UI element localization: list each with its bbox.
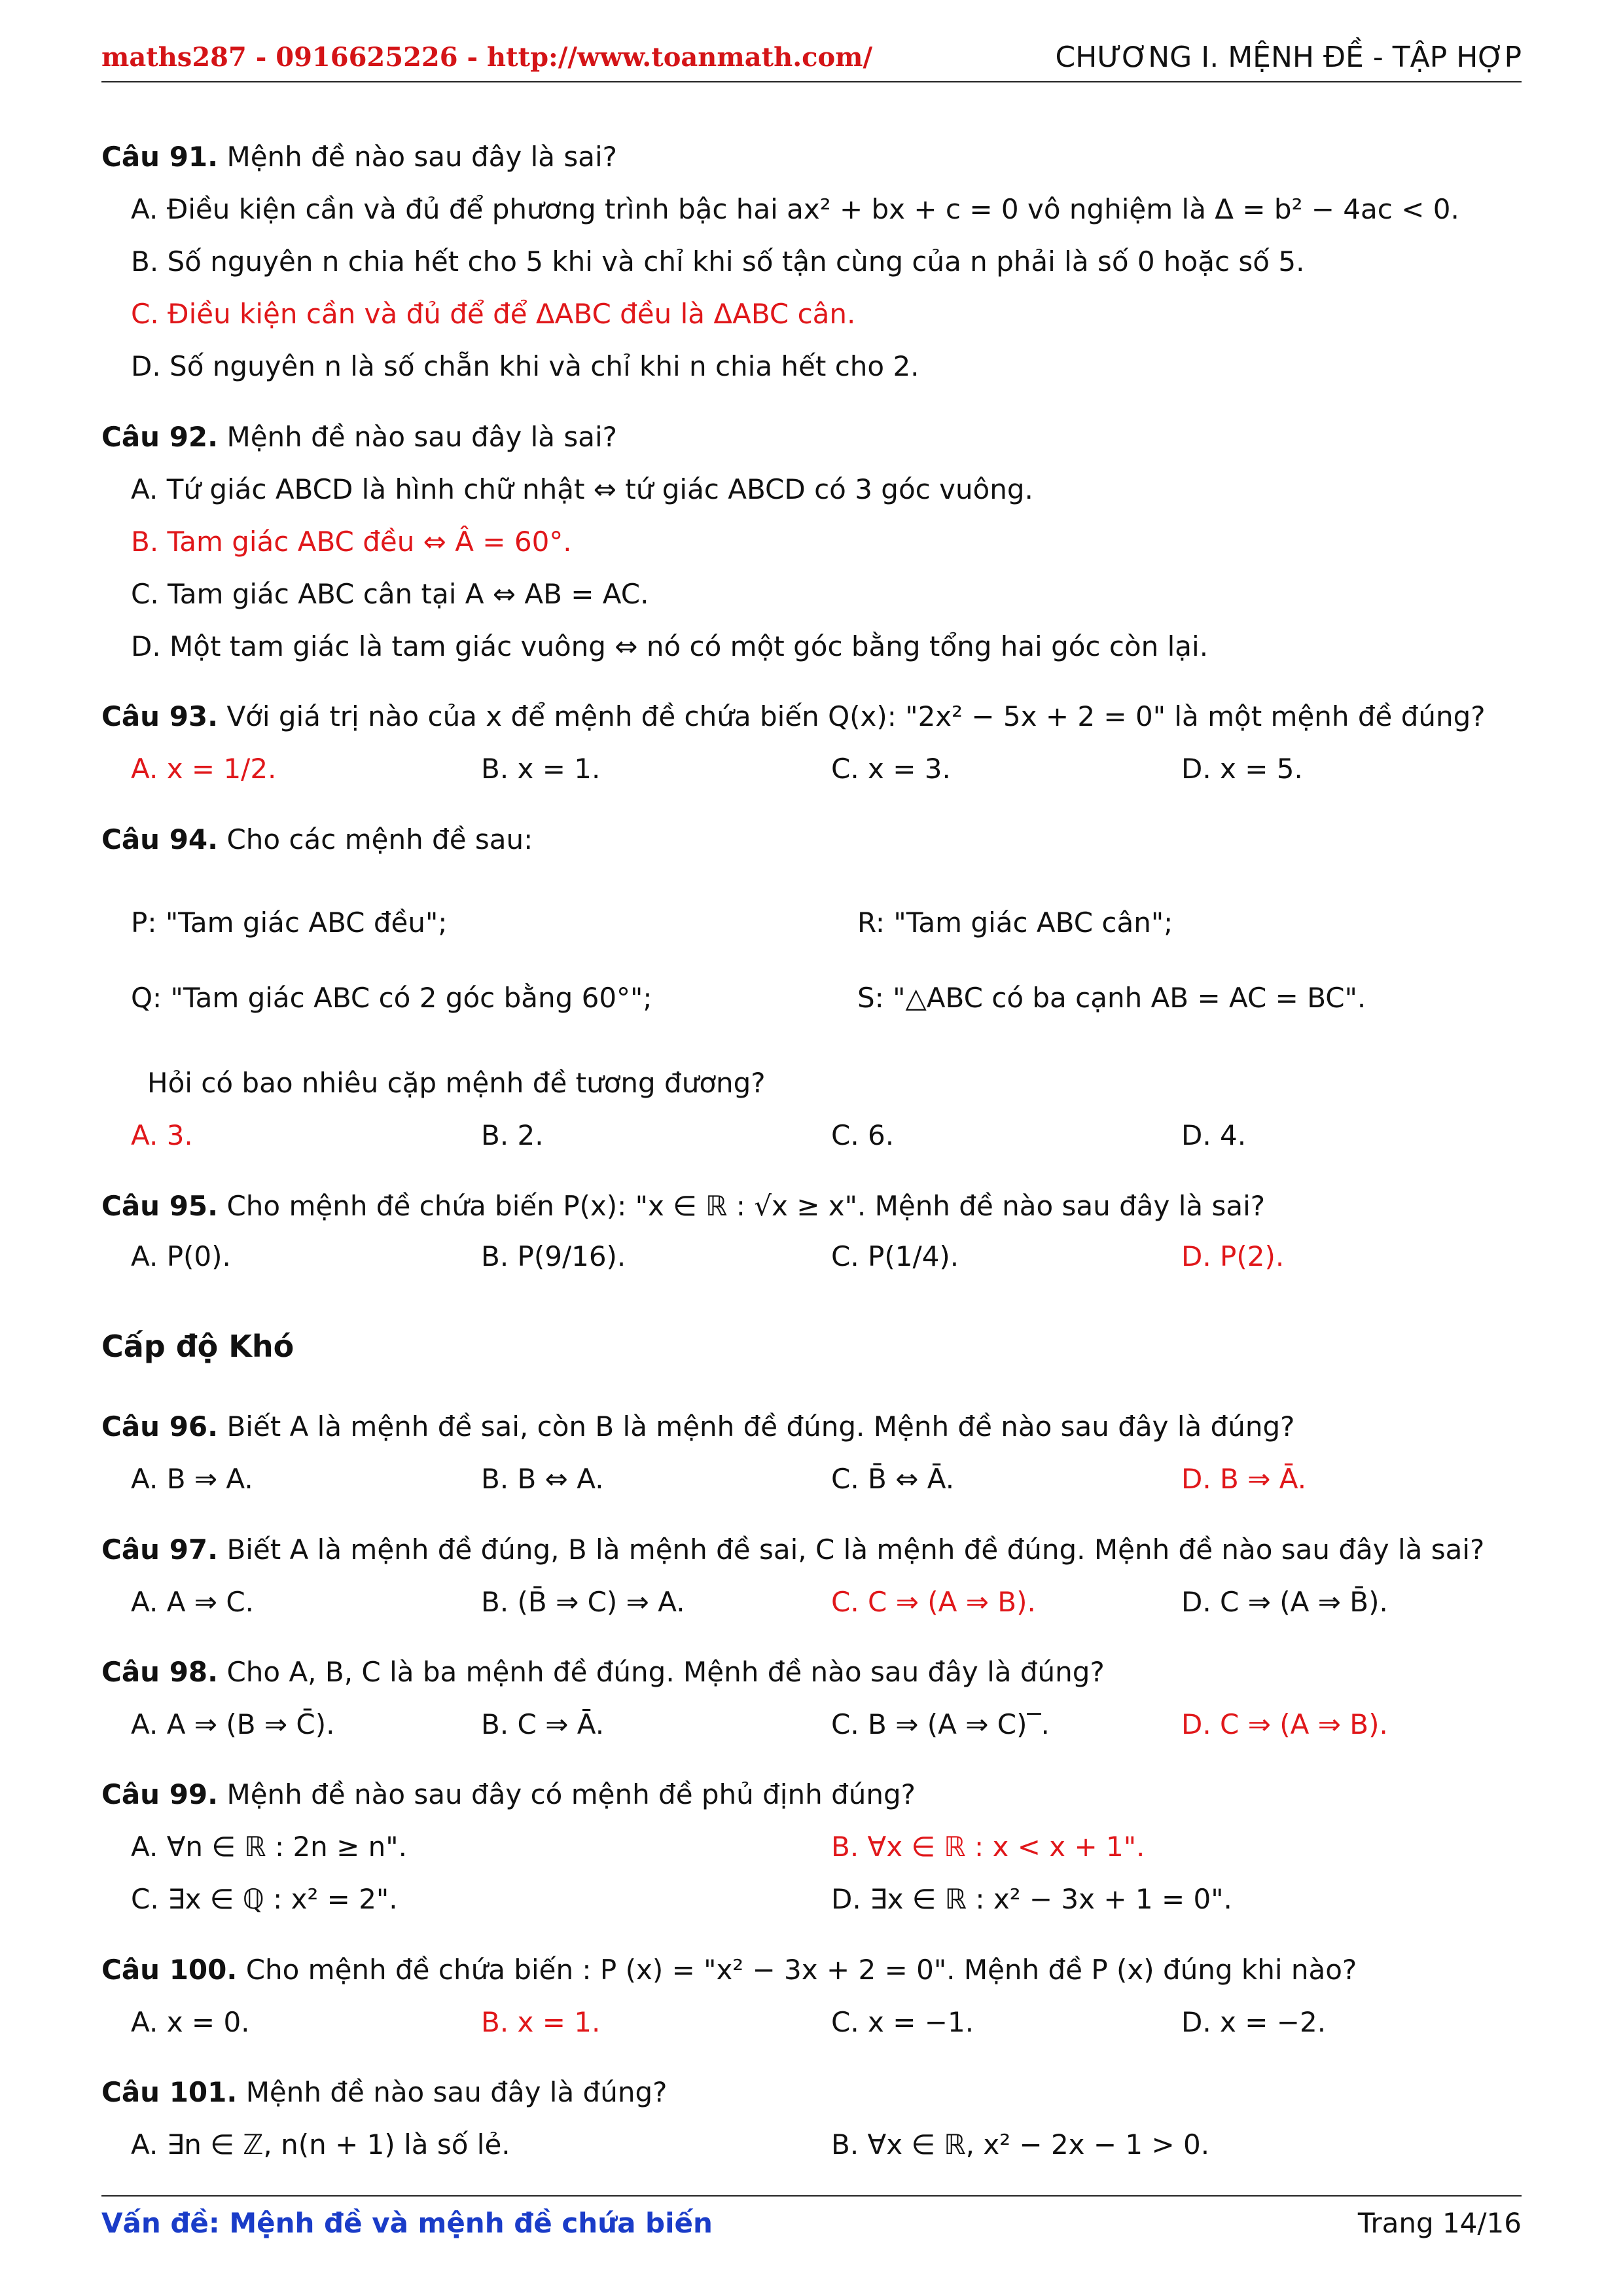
q91-option-a: A. Điều kiện cần và đủ để phương trình bậc hai ax² + bx + c = 0 vô nghiệm là Δ = b² − 4ac < 0. — [131, 193, 1459, 225]
q101-option-b: B. ∀x ∈ ℝ, x² − 2x − 1 > 0. — [831, 2128, 1210, 2161]
q97-option-a: A. A ⇒ C. — [131, 1586, 254, 1618]
question-95: Câu 95. Cho mệnh đề chứa biến P(x): "x ∈ ℝ : √x ≥ x". Mệnh đề nào sau đây là sai? — [101, 1190, 1266, 1222]
q96-option-d: D. B ⇒ Ā. — [1181, 1463, 1307, 1495]
header-chapter-title: CHƯƠNG I. MỆNH ĐỀ - TẬP HỢP — [1055, 41, 1522, 74]
q93-option-c: C. x = 3. — [831, 753, 951, 785]
q98-option-b: B. C ⇒ Ā. — [481, 1708, 605, 1740]
header-divider — [101, 81, 1522, 82]
question-91: Câu 91. Mệnh đề nào sau đây là sai? — [101, 141, 617, 173]
q92-option-a: A. Tứ giác ABCD là hình chữ nhật ⇔ tứ giác ABCD có 3 góc vuông. — [131, 473, 1033, 505]
section-title: Cấp độ Khó — [101, 1329, 294, 1364]
question-94: Câu 94. Cho các mệnh đề sau: — [101, 823, 533, 855]
q91-option-b: B. Số nguyên n chia hết cho 5 khi và chỉ khi số tận cùng của n phải là số 0 hoặc số 5. — [131, 245, 1305, 278]
question-97: Câu 97. Biết A là mệnh đề đúng, B là mệnh đề sai, C là mệnh đề đúng. Mệnh đề nào sau đây là sai? — [101, 1534, 1485, 1566]
q98-option-a: A. A ⇒ (B ⇒ C̄). — [131, 1708, 335, 1740]
q96-option-a: A. B ⇒ A. — [131, 1463, 253, 1495]
q94-option-d: D. 4. — [1181, 1119, 1247, 1151]
q94-statement-r: R: "Tam giác ABC cân"; — [857, 906, 1173, 939]
question-92: Câu 92. Mệnh đề nào sau đây là sai? — [101, 421, 617, 453]
q92-option-b: B. Tam giác ABC đều ⇔ Â = 60°. — [131, 526, 572, 558]
question-99: Câu 99. Mệnh đề nào sau đây có mệnh đề phủ định đúng? — [101, 1778, 916, 1810]
q94-option-a: A. 3. — [131, 1119, 193, 1151]
q94-option-b: B. 2. — [481, 1119, 544, 1151]
q94-option-c: C. 6. — [831, 1119, 895, 1151]
q97-option-d: D. C ⇒ (A ⇒ B̄). — [1181, 1586, 1388, 1618]
page-number: Trang 14/16 — [1357, 2207, 1522, 2239]
q95-option-b: B. P(9/16). — [481, 1240, 626, 1272]
q101-option-a: A. ∃n ∈ ℤ, n(n + 1) là số lẻ. — [131, 2128, 510, 2161]
q93-option-b: B. x = 1. — [481, 753, 601, 785]
q99-option-c: C. ∃x ∈ ℚ : x² = 2". — [131, 1883, 398, 1915]
q100-option-d: D. x = −2. — [1181, 2006, 1327, 2038]
q95-option-c: C. P(1/4). — [831, 1240, 959, 1272]
q100-option-c: C. x = −1. — [831, 2006, 974, 2038]
q91-option-c: C. Điều kiện cần và đủ để để ΔABC đều là ΔABC cân. — [131, 298, 856, 330]
q92-option-c: C. Tam giác ABC cân tại A ⇔ AB = AC. — [131, 578, 649, 610]
q94-ask: Hỏi có bao nhiêu cặp mệnh đề tương đương? — [147, 1067, 766, 1099]
q91-option-d: D. Số nguyên n là số chẵn khi và chỉ khi n chia hết cho 2. — [131, 350, 919, 382]
q92-option-d: D. Một tam giác là tam giác vuông ⇔ nó có một góc bằng tổng hai góc còn lại. — [131, 630, 1209, 662]
question-96: Câu 96. Biết A là mệnh đề sai, còn B là mệnh đề đúng. Mệnh đề nào sau đây là đúng? — [101, 1410, 1295, 1443]
q98-option-d: D. C ⇒ (A ⇒ B). — [1181, 1708, 1388, 1740]
q96-option-c: C. B̄ ⇔ Ā. — [831, 1463, 955, 1495]
q99-option-b: B. ∀x ∈ ℝ : x < x + 1". — [831, 1831, 1145, 1863]
q97-option-c: C. C ⇒ (A ⇒ B). — [831, 1586, 1036, 1618]
q100-option-a: A. x = 0. — [131, 2006, 250, 2038]
q94-statement-s: S: "△ABC có ba cạnh AB = AC = BC". — [857, 982, 1366, 1014]
q95-option-a: A. P(0). — [131, 1240, 231, 1272]
footer-divider — [101, 2195, 1522, 2197]
question-93: Câu 93. Với giá trị nào của x để mệnh đề chứa biến Q(x): "2x² − 5x + 2 = 0" là một mệnh đề đúng? — [101, 700, 1486, 732]
q93-option-d: D. x = 5. — [1181, 753, 1303, 785]
question-100: Câu 100. Cho mệnh đề chứa biến : P (x) = "x² − 3x + 2 = 0". Mệnh đề P (x) đúng khi nào? — [101, 1954, 1357, 1986]
q95-option-d: D. P(2). — [1181, 1240, 1285, 1272]
question-101: Câu 101. Mệnh đề nào sau đây là đúng? — [101, 2076, 668, 2108]
q94-statement-p: P: "Tam giác ABC đều"; — [131, 906, 448, 939]
q96-option-b: B. B ⇔ A. — [481, 1463, 604, 1495]
q99-option-a: A. ∀n ∈ ℝ : 2n ≥ n". — [131, 1831, 407, 1863]
q93-option-a: A. x = 1/2. — [131, 753, 277, 785]
footer-topic: Vấn đề: Mệnh đề và mệnh đề chứa biến — [101, 2207, 713, 2239]
q99-option-d: D. ∃x ∈ ℝ : x² − 3x + 1 = 0". — [831, 1883, 1232, 1915]
header-left: maths287 - 0916625226 - http://www.toanmath.com/ — [101, 42, 873, 73]
q98-option-c: C. B ⇒ (A ⇒ C)‾. — [831, 1708, 1050, 1740]
q100-option-b: B. x = 1. — [481, 2006, 601, 2038]
q97-option-b: B. (B̄ ⇒ C) ⇒ A. — [481, 1586, 685, 1618]
q94-statement-q: Q: "Tam giác ABC có 2 góc bằng 60°"; — [131, 982, 652, 1014]
question-98: Câu 98. Cho A, B, C là ba mệnh đề đúng. Mệnh đề nào sau đây là đúng? — [101, 1656, 1105, 1688]
